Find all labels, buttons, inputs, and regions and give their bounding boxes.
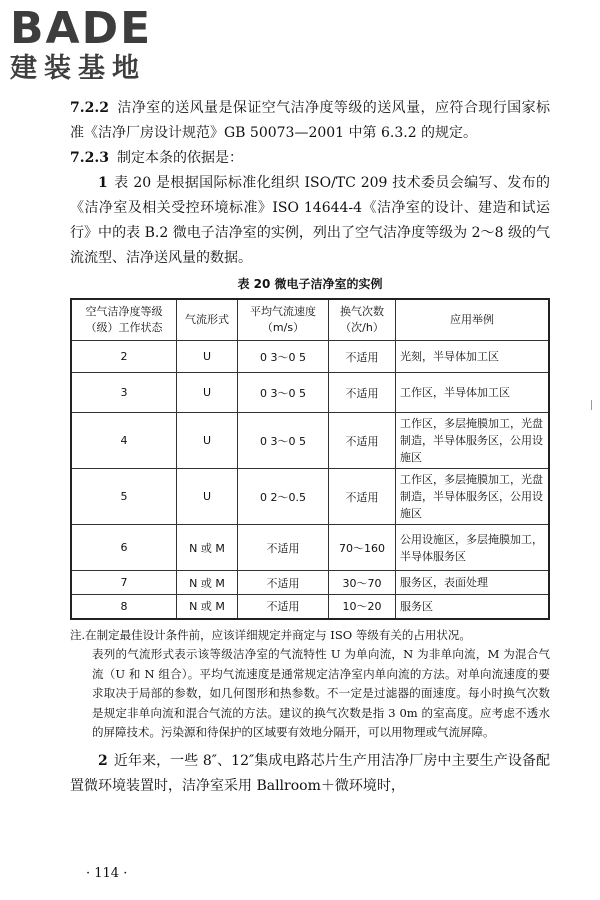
cell-airflow: U	[177, 413, 238, 469]
cell-class: 5	[71, 469, 177, 525]
page-number: · 114 ·	[86, 866, 128, 881]
table-note	[70, 626, 550, 743]
section-7-2-3	[70, 146, 550, 171]
margin-mark	[591, 400, 592, 410]
table-row	[71, 595, 549, 619]
cell-application: 服务区	[396, 595, 550, 619]
publisher-logo	[10, 3, 190, 86]
logo-subtitle: 建装基地	[10, 53, 146, 84]
cell-air-changes: 不适用	[329, 373, 396, 413]
cell-airflow: U	[177, 469, 238, 525]
cell-class: 8	[71, 595, 177, 619]
section-number: 7.2.3	[70, 150, 109, 166]
item-number: 2	[98, 752, 108, 769]
header-airflow: 气流形式	[177, 299, 238, 341]
cell-class: 7	[71, 571, 177, 595]
logo-mark: BADE	[10, 3, 153, 54]
note-first-line	[70, 626, 550, 646]
cell-class: 2	[71, 341, 177, 373]
table-title: 表 20 微电子洁净室的实例	[237, 277, 383, 291]
cell-application: 工作区，多层掩膜加工，光盘制造，半导体服务区，公用设施区	[396, 413, 550, 469]
cell-velocity: 0 3～0 5	[238, 373, 329, 413]
note-first-text: 在制定最佳设计条件前，应该详细规定并商定与 ISO 等级有关的占用状况。	[85, 627, 471, 642]
cell-class: 4	[71, 413, 177, 469]
cell-application: 工作区，多层掩膜加工，光盘制造，半导体服务区，公用设施区	[396, 469, 550, 525]
page-content	[70, 96, 550, 799]
cell-airflow: N 或 M	[177, 525, 238, 571]
item-text: 表 20 是根据国际标准化组织 ISO/TC 209 技术委员会编写、发布的《洁净室及相关受控环境标准》ISO 14644-4《洁净室的设计、建造和试运行》中的表 B.2 微电子洁净室的实例，列出了空气洁净度等级为 2～8 级的气流流型、洁净送风量的数据。	[70, 175, 550, 266]
note-continuation: 表列的气流形式表示该等级洁净室的气流特性 U 为单向流，N 为非单向流，M 为混合气流（U 和 N 组合）。平均气流速度是通常规定洁净室内单向流的方法。对单向流速度的要求取决于局部的参数，如几何图形和热参数。不一定是过滤器的面速度。每小时换气次数是规定非单向流和混合气流的方法。建议的换气次数是指 3 0m 的室高度。应考虑不透水的屏障技术。污染源和待保护的区域要有效地分隔开，可以用物理或气流屏障。	[92, 647, 550, 739]
table-row	[71, 571, 549, 595]
cell-application: 服务区，表面处理	[396, 571, 550, 595]
section-text: 洁净室的送风量是保证空气洁净度等级的送风量，应符合现行国家标准《洁净厂房设计规范》GB 50073—2001 中第 6.3.2 的规定。	[70, 100, 550, 141]
cell-application: 工作区，半导体加工区	[396, 373, 550, 413]
section-text: 制定本条的依据是：	[116, 150, 243, 166]
cell-velocity: 0 3～0 5	[238, 413, 329, 469]
table-row	[71, 373, 549, 413]
cell-velocity: 不适用	[238, 595, 329, 619]
table-row	[71, 525, 549, 571]
item-2	[70, 749, 550, 799]
item-1	[70, 171, 550, 271]
table-row	[71, 341, 549, 373]
cell-air-changes: 30～70	[329, 571, 396, 595]
cell-application: 光刻，半导体加工区	[396, 341, 550, 373]
header-air-changes: 换气次数（次/h）	[329, 299, 396, 341]
section-7-2-2	[70, 96, 550, 146]
cell-velocity: 0 3～0 5	[238, 341, 329, 373]
header-velocity: 平均气流速度（m/s）	[238, 299, 329, 341]
cell-air-changes: 不适用	[329, 341, 396, 373]
cell-velocity: 不适用	[238, 525, 329, 571]
header-application: 应用举例	[396, 299, 550, 341]
table-header-row	[71, 299, 549, 341]
cell-class: 6	[71, 525, 177, 571]
table-row	[71, 469, 549, 525]
item-number: 1	[98, 175, 108, 191]
cell-airflow: U	[177, 373, 238, 413]
header-class: 空气洁净度等级（级）工作状态	[71, 299, 177, 341]
cell-class: 3	[71, 373, 177, 413]
cell-velocity: 0 2～0.5	[238, 469, 329, 525]
section-number: 7.2.2	[70, 100, 109, 116]
cell-application: 公用设施区，多层掩膜加工，半导体服务区	[396, 525, 550, 571]
cell-airflow: N 或 M	[177, 595, 238, 619]
cleanroom-table	[70, 298, 550, 620]
note-label: 注.	[70, 627, 86, 642]
cell-air-changes: 不适用	[329, 413, 396, 469]
cell-airflow: U	[177, 341, 238, 373]
cell-air-changes: 70～160	[329, 525, 396, 571]
cell-air-changes: 10～20	[329, 595, 396, 619]
table-row	[71, 413, 549, 469]
cell-air-changes: 不适用	[329, 469, 396, 525]
cell-velocity: 不适用	[238, 571, 329, 595]
cell-airflow: N 或 M	[177, 571, 238, 595]
item-text: 近年来，一些 8″、12″集成电路芯片生产用洁净厂房中主要生产设备配置微环境装置时，洁净室采用 Ballroom＋微环境时，	[70, 752, 550, 794]
